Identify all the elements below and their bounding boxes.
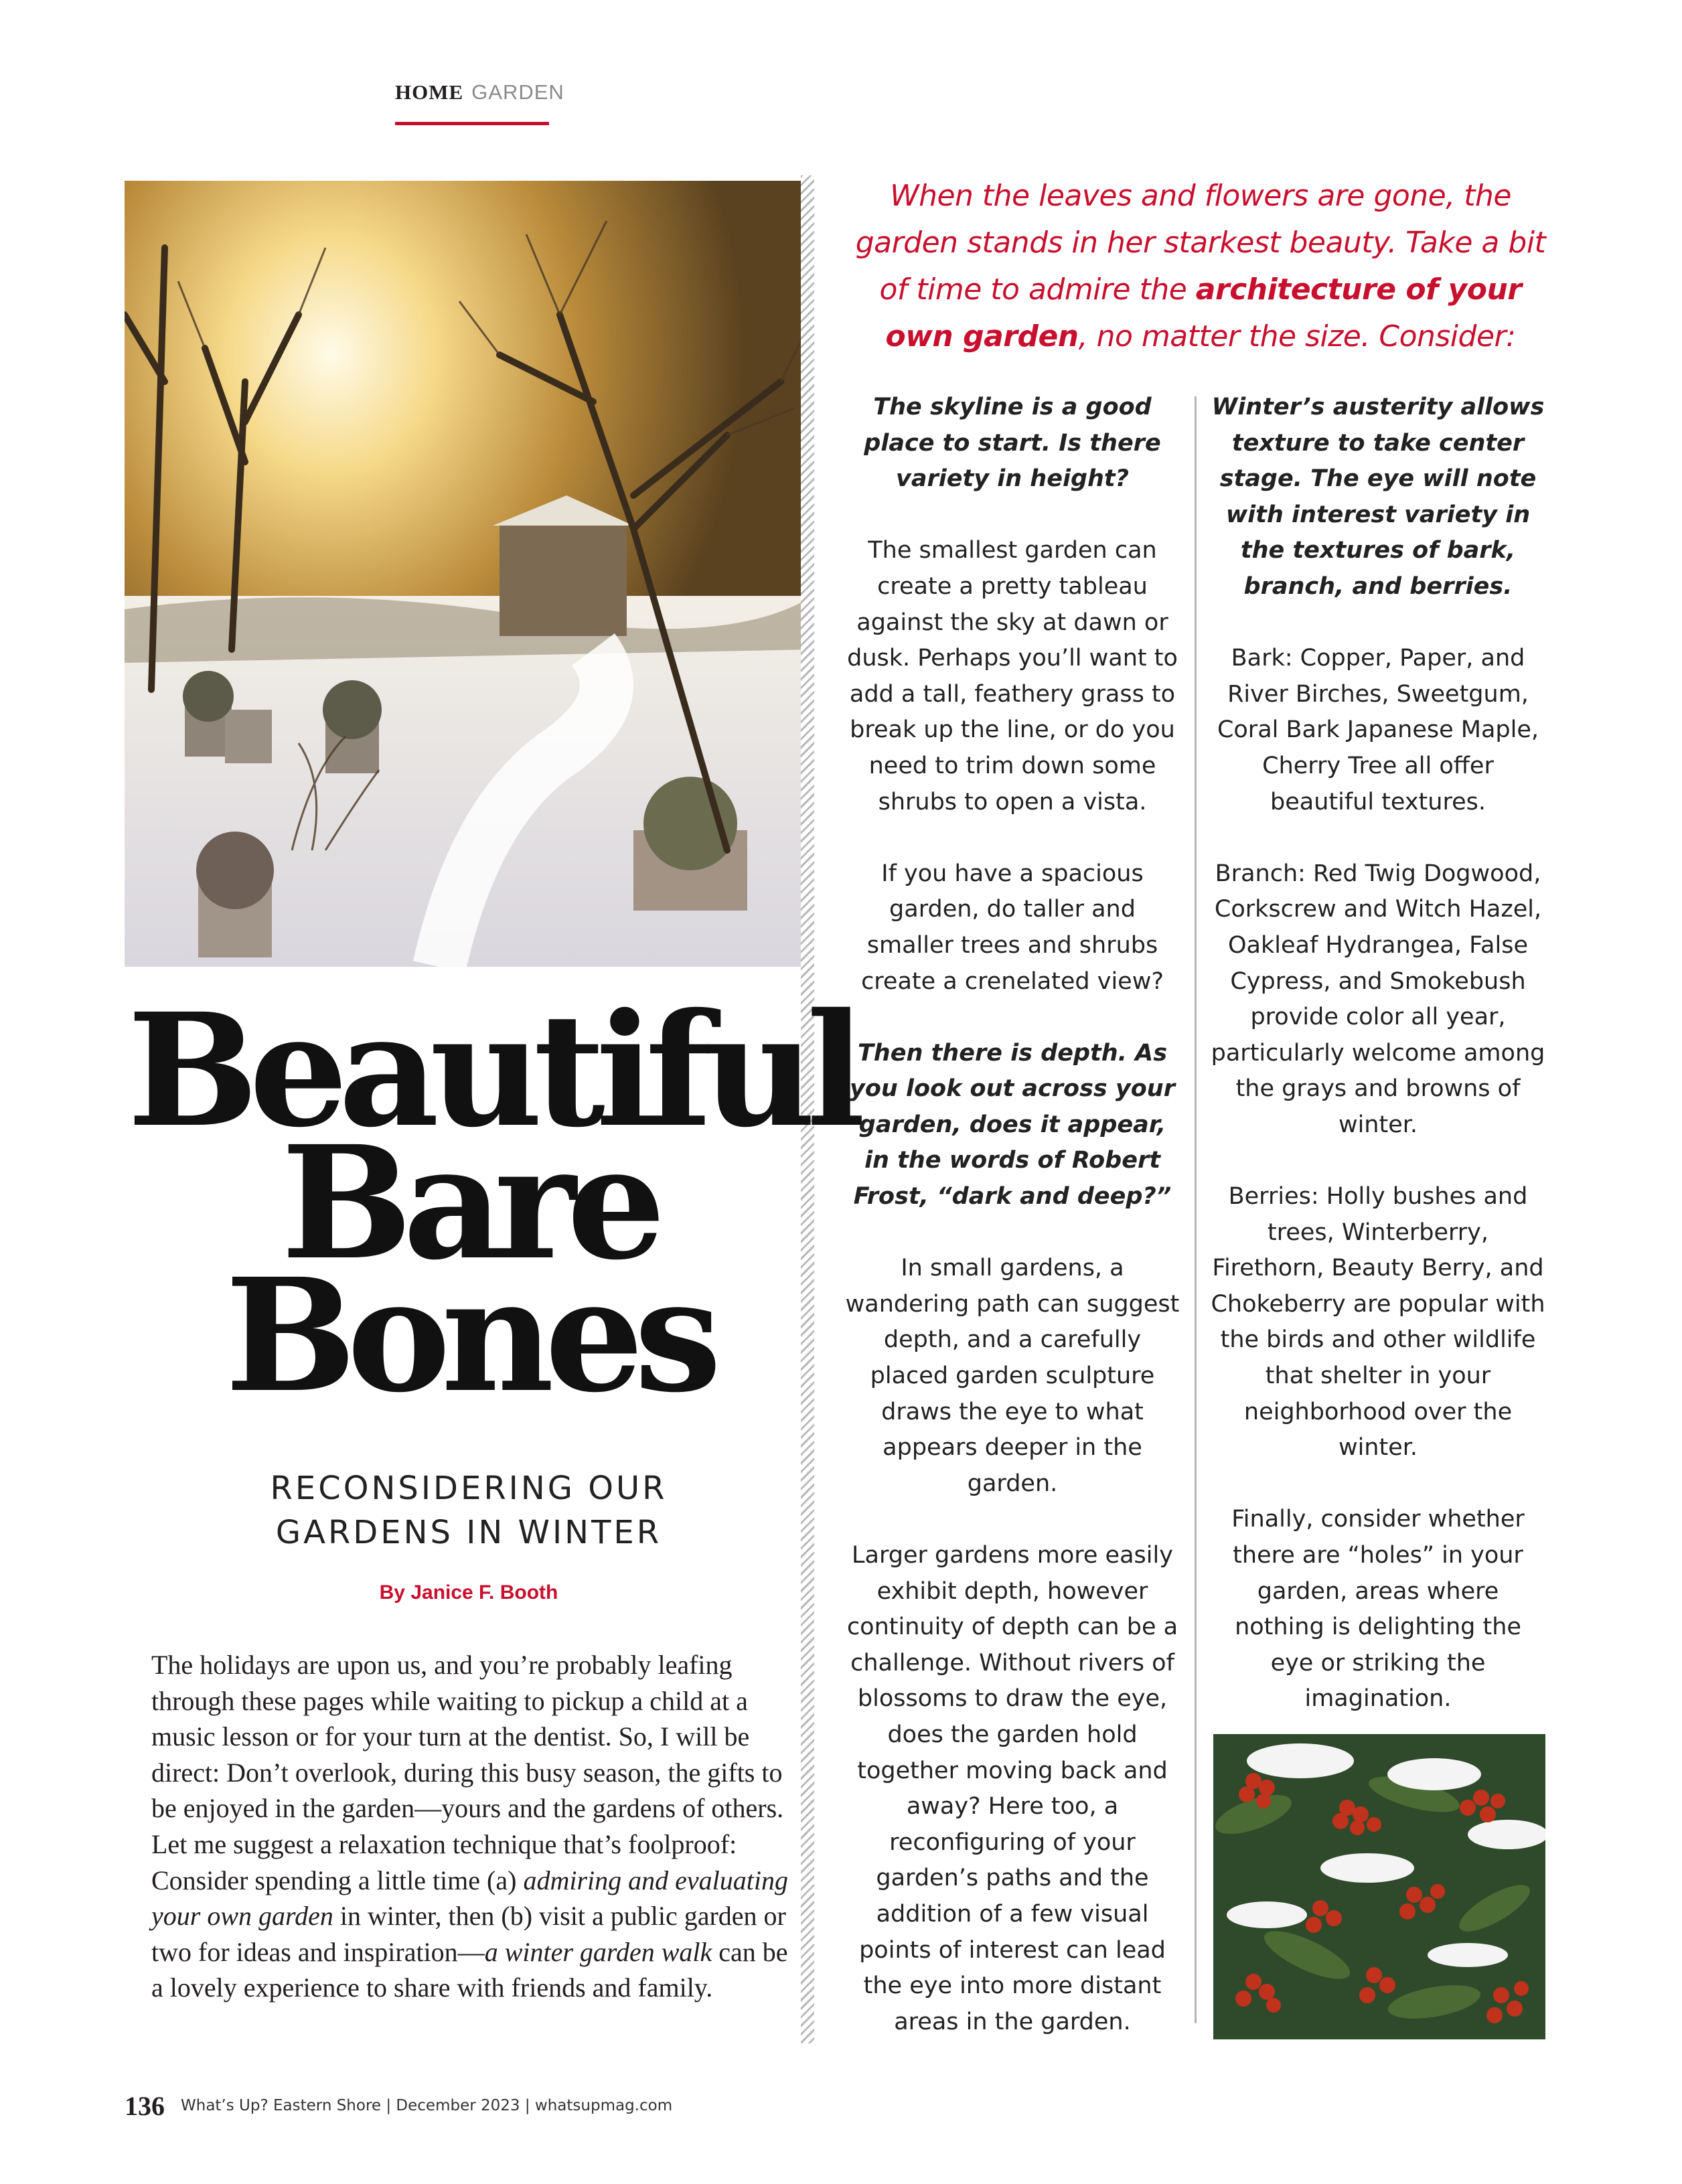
- pullquote-after: , no matter the size. Consider:: [1078, 319, 1516, 354]
- pullquote-before: When the leaves and flowers are gone, the garden stands in her starkest beauty. Take a bit of time to admire the: [855, 179, 1546, 307]
- winter-garden-illustration: [125, 181, 813, 967]
- section-secondary: GARDEN: [471, 80, 564, 104]
- col2-paragraph: Berries: Holly bushes and trees, Winterberry, Firethorn, Beauty Berry, and Chokeberry are popular with the birds and other wildlife that shelter in your neighborhood over the winter.: [1211, 1183, 1545, 1462]
- pull-quote: [842, 173, 1559, 360]
- col2-paragraph: Winter’s austerity allows texture to take center stage. The eye will note with interest variety in the textures of bark, branch, and berries.: [1211, 394, 1545, 600]
- col2-paragraph: Finally, consider whether there are “holes” in your garden, areas where nothing is delighting the eye or striking the imagination.: [1231, 1506, 1525, 1713]
- winter-garden-photo: [125, 181, 813, 967]
- title-line-1: Beautiful: [127, 979, 856, 1162]
- col1-paragraph: Then there is depth. As you look out across your garden, does it appear, in the words of Robert Frost, “dark and deep?”: [850, 1039, 1175, 1211]
- section-tag: [395, 80, 564, 126]
- intro-italic-1: admiring and evaluating your own garden: [151, 1865, 788, 1932]
- byline: By Janice F. Booth: [379, 1581, 558, 1604]
- intro-text-3: can be a lovely experience to share with friends and family.: [151, 1936, 788, 2003]
- berries-illustration: [1213, 1734, 1545, 2039]
- page-number: 136: [125, 2091, 165, 2121]
- column-1: [845, 390, 1180, 2076]
- col2-paragraph: Bark: Copper, Paper, and River Birches, Sweetgum, Coral Bark Japanese Maple, Cherry Tree all offer beautiful textures.: [1217, 645, 1539, 815]
- section-primary: HOME: [395, 80, 464, 104]
- subtitle-line-2: GARDENS IN WINTER: [275, 1514, 662, 1551]
- snowy-berries-photo: [1213, 1734, 1545, 2039]
- footer-publication: What’s Up? Eastern Shore | December 2023 | whatsupmag.com: [181, 2097, 673, 2114]
- col1-paragraph: The skyline is a good place to start. Is there variety in height?: [864, 394, 1161, 493]
- article-title: [127, 979, 856, 1427]
- title-line-3: Bones: [225, 1244, 712, 1427]
- subtitle-line-1: RECONSIDERING OUR: [270, 1470, 668, 1507]
- column-divider: [1195, 396, 1197, 2023]
- col1-paragraph: The smallest garden can create a pretty tableau against the sky at dawn or dusk. Perhaps you’ll want to add a tall, feathery grass to break up the line, or do you need to trim down some shrubs to open a vista.: [847, 537, 1178, 815]
- pullquote-bold: architecture of your own garden: [885, 272, 1522, 354]
- intro-paragraph: [151, 1647, 794, 2006]
- col1-paragraph: If you have a spacious garden, do taller and smaller trees and shrubs create a crenelated view?: [861, 860, 1164, 995]
- col1-paragraph: Larger gardens more easily exhibit depth, however continuity of depth can be a challenge. Without rivers of blossoms to draw the eye, does the garden hold together moving back and away? Here too, a reconfiguring of your garden’s paths and the addition of a few visual points of interest can lead the eye into more distant areas in the garden.: [846, 1542, 1178, 2035]
- article-subtitle: [127, 1466, 810, 1555]
- section-underline: [395, 122, 549, 125]
- intro-italic-2: a winter garden walk: [484, 1936, 712, 1967]
- col1-paragraph: In small gardens, a wandering path can suggest depth, and a carefully placed garden sculpture draws the eye to what appears deeper in the garden.: [845, 1255, 1180, 1497]
- intro-text-1: The holidays are upon us, and you’re probably leafing through these pages while waiting to pickup a child at a music lesson or for your turn at the dentist. So, I will be direct: Don’t overlook, during this busy season, the gifts to be enjoyed in the garden—yours and the gardens of others. Let me suggest a relaxation technique that’s foolproof: Consider spending a little time (a): [151, 1650, 784, 1895]
- column-2: [1211, 390, 1545, 1753]
- col2-paragraph: Branch: Red Twig Dogwood, Corkscrew and Witch Hazel, Oakleaf Hydrangea, False Cypress, and Smokebush provide color all year, particularly welcome among the grays and browns of winter.: [1211, 860, 1545, 1138]
- title-line-2: Bare: [281, 1111, 657, 1294]
- intro-text-2: in winter, then (b) visit a public garden or two for ideas and inspiration—: [151, 1901, 786, 1967]
